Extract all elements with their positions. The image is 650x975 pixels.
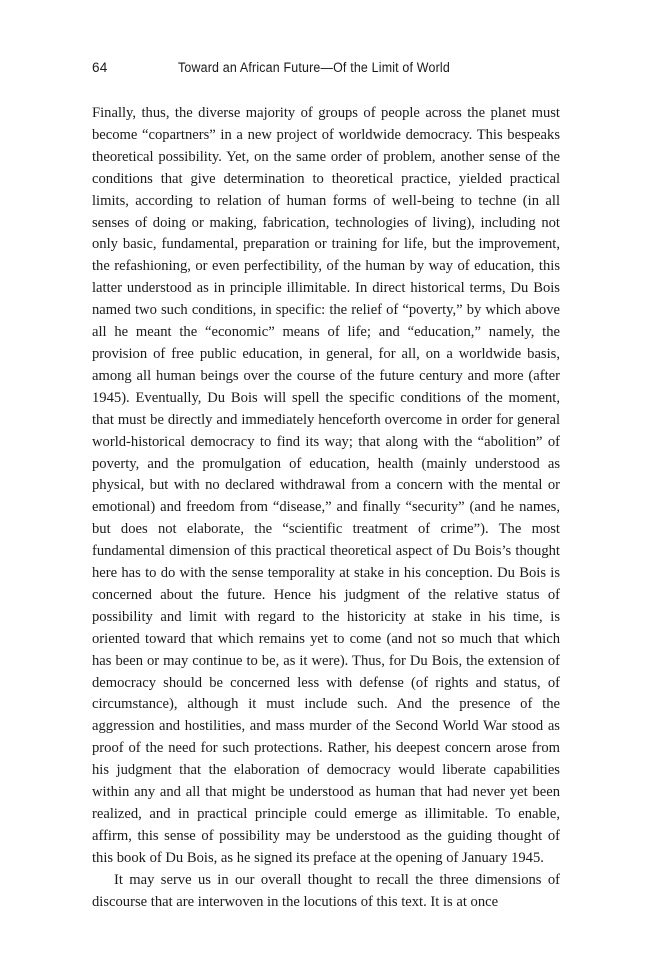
page-number: 64 — [92, 60, 108, 75]
running-title: Toward an African Future—Of the Limit of World — [178, 60, 450, 75]
paragraph: It may serve us in our overall thought to recall the three dimensions of discourse that are interwoven in the locutions of this text. It is at once — [92, 871, 560, 910]
body-text — [92, 103, 560, 914]
running-head — [92, 60, 560, 82]
paragraph: Finally, thus, the diverse majority of groups of people across the planet must become “copartners” in a new project of worldwide democracy. This bespeaks theoretical possibility. Yet, on the same order of problem, another sense of the conditions that give determination to theoretical practice, yielded practical limits, according to relation of human forms of well-being to techne (in all senses of doing or making, fabrication, technologies of living), including not only basic, fundamental, preparation or training for life, but the improvement, the refashioning, or even perfectibility, of the human by way of education, this latter understood as in principle illimitable. In direct historical terms, Du Bois named two such conditions, in specific: the relief of “poverty,” by which above all he meant the “economic” means of life; and “education,” namely, the provision of free public education, in general, for all, on a worldwide basis, among all human beings over the course of the future century and more (after 1945). Eventually, Du Bois will spell the specific conditions of the moment, that must be directly and immediately henceforth overcome in order for general world-historical democracy to find its way; that along with the “abolition” of poverty, and the promulgation of education, health (mainly understood as physical, but with no declared withdrawal from a concern with the mental or emotional) and freedom from “disease,” and finally “security” (and he names, but does not elaborate, the “scientific treatment of crime”). The most fundamental dimension of this practical theoretical aspect of Du Bois’s thought here has to do with the sense temporality at stake in his conception. Du Bois is concerned about the future. Hence his judgment of the relative status of possibility and limit with regard to the historicity at stake in his time, is oriented toward that which remains yet to come (and not so much that which has been or may continue to be, as it were). Thus, for Du Bois, the extension of democracy should be concerned less with defense (of rights and status, of circumstance), although it must include such. And the presence of the aggression and hostilities, and mass murder of the Second World War stood as proof of the need for such protections. Rather, his deepest concern arose from his judgment that the elaboration of democracy would liberate capabilities within any and all that might be understood as human that had never yet been realized, and in practical principle could emerge as illimitable. To enable, affirm, this sense of possibility may be understood as the guiding thought of this book of Du Bois, as he signed its preface at the opening of January 1945. — [92, 105, 560, 866]
